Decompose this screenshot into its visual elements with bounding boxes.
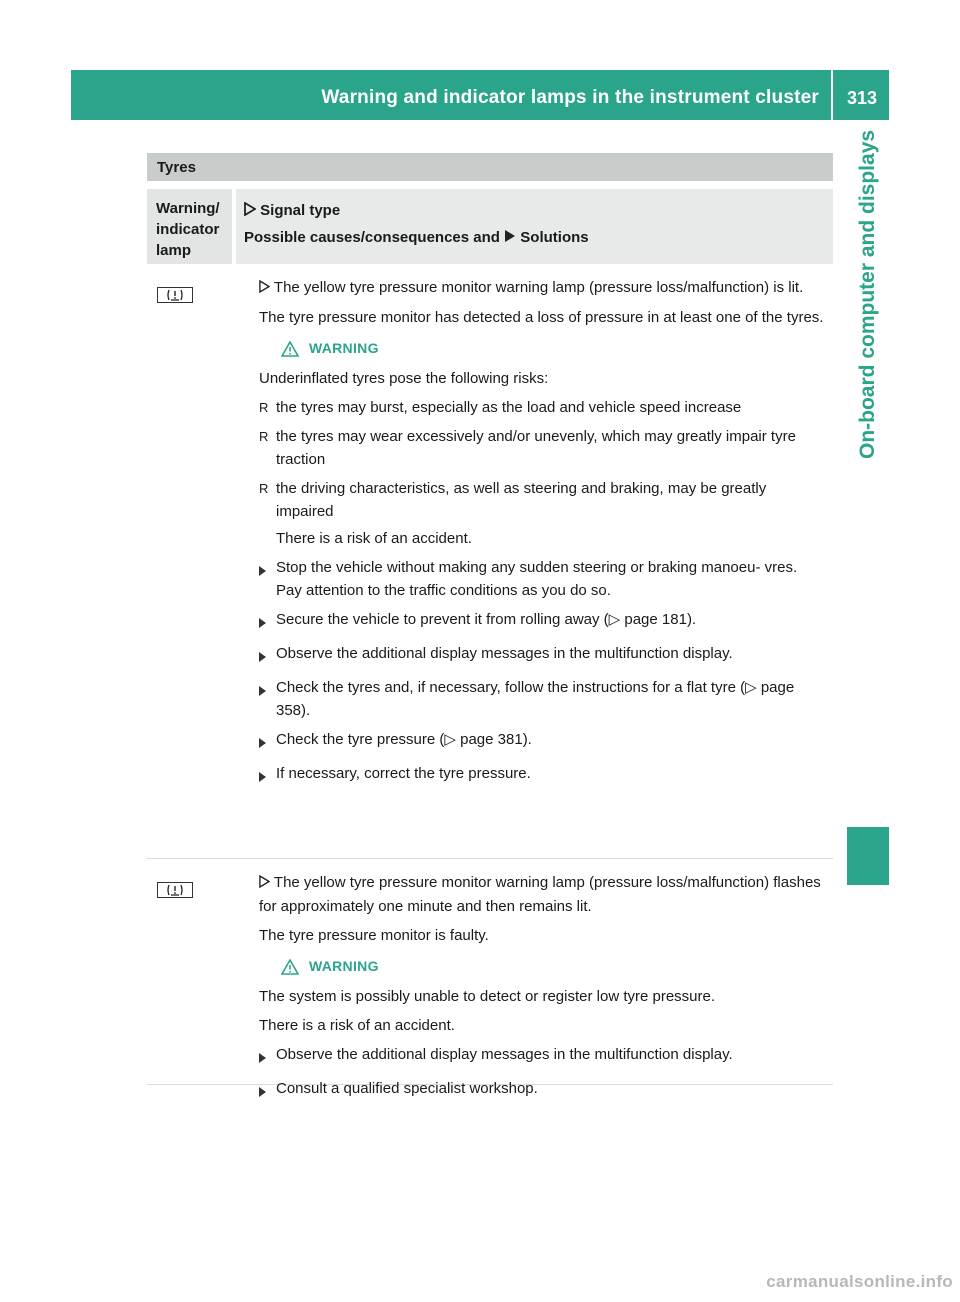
step-arrow-icon <box>259 772 266 782</box>
signal-type-icon <box>244 199 256 225</box>
signal-description: The yellow tyre pressure monitor warning lamp (pressure loss/malfunction) flashes for approximately one minute and then remains lit. <box>259 874 821 915</box>
warning-heading: WARNING <box>281 337 825 360</box>
side-tab-label: On-board computer and displays <box>856 130 879 460</box>
action-step: Observe the additional display messages in the multifunction display. <box>259 642 825 670</box>
header-divider <box>831 70 833 120</box>
action-step: Check the tyre pressure (▷ page 381). <box>259 728 825 756</box>
list-item: R the driving characteristics, as well as steering and braking, may be greatly impaired <box>259 480 767 520</box>
list-item: R the tyres may wear excessively and/or unevenly, which may greatly impair tyre traction <box>259 428 796 468</box>
action-step: Secure the vehicle to prevent it from rolling away (▷ page 181). <box>259 608 825 636</box>
page-ref-icon: ▷ <box>608 611 621 628</box>
step-arrow-icon <box>259 1053 266 1063</box>
action-step: If necessary, correct the tyre pressure. <box>259 762 825 790</box>
side-tab-marker <box>847 827 889 885</box>
risk-text: The system is possibly unable to detect or register low tyre pressure. <box>259 988 716 1005</box>
cause-text: The tyre pressure monitor has detected a loss of pressure in at least one of the tyres. <box>259 309 824 326</box>
warning-triangle-icon <box>281 341 299 357</box>
solutions-arrow-icon <box>504 226 516 252</box>
action-step: Consult a qualified specialist workshop. <box>259 1077 825 1105</box>
signal-description: The yellow tyre pressure monitor warning lamp (pressure loss/malfunction) is lit. <box>273 279 804 296</box>
signal-type-icon <box>259 872 270 895</box>
tyres-table <box>147 153 833 1097</box>
action-step: Check the tyres and, if necessary, follow the instructions for a flat tyre (▷ page 358). <box>259 676 825 722</box>
step-arrow-icon <box>259 738 266 748</box>
tyre-pressure-lamp-icon <box>157 882 193 898</box>
page-header-title: Warning and indicator lamps in the instrument cluster <box>321 87 819 108</box>
cause-text: The tyre pressure monitor is faulty. <box>259 927 489 944</box>
table-header-row <box>147 189 833 264</box>
step-arrow-icon <box>259 1087 266 1097</box>
signal-type-icon <box>259 277 270 300</box>
list-item: R the tyres may burst, especially as the load and vehicle speed increase <box>259 399 742 416</box>
causes-label: Possible causes/consequences and <box>244 229 505 246</box>
action-step: Observe the additional display messages in the multifunction display. <box>259 1043 825 1071</box>
step-arrow-icon <box>259 566 266 576</box>
page-reference-link[interactable]: page 358). <box>276 679 795 719</box>
warning-triangle-icon <box>281 959 299 975</box>
table-row <box>147 859 833 1097</box>
risk-accident: There is a risk of an accident. <box>259 1017 455 1034</box>
step-arrow-icon <box>259 652 266 662</box>
section-title: Tyres <box>147 153 833 181</box>
page-ref-icon: ▷ <box>444 731 456 748</box>
signal-type-label: Signal type <box>260 202 341 219</box>
column-header-lamp: Warning/ indicator lamp <box>147 189 232 264</box>
step-arrow-icon <box>259 686 266 696</box>
column-header-signal <box>236 189 833 264</box>
risk-accident: There is a risk of an accident. <box>276 530 472 547</box>
page-number: 313 <box>846 88 878 108</box>
page-reference-link[interactable]: page 181). <box>624 611 697 628</box>
page-reference-link[interactable]: page 381). <box>460 731 532 748</box>
solutions-label: Solutions <box>520 229 589 246</box>
warning-heading: WARNING <box>281 955 825 978</box>
risk-intro: Underinflated tyres pose the following risks: <box>259 370 549 387</box>
footer-watermark: carmanualsonline.info <box>766 1272 953 1291</box>
action-step: Stop the vehicle without making any sudden steering or braking manoeu- vres. Pay attention to the traffic conditions as you do so. <box>259 556 825 602</box>
table-row <box>147 264 833 859</box>
tyre-pressure-lamp-icon <box>157 287 193 303</box>
step-arrow-icon <box>259 618 266 628</box>
page-ref-icon: ▷ <box>745 679 757 696</box>
